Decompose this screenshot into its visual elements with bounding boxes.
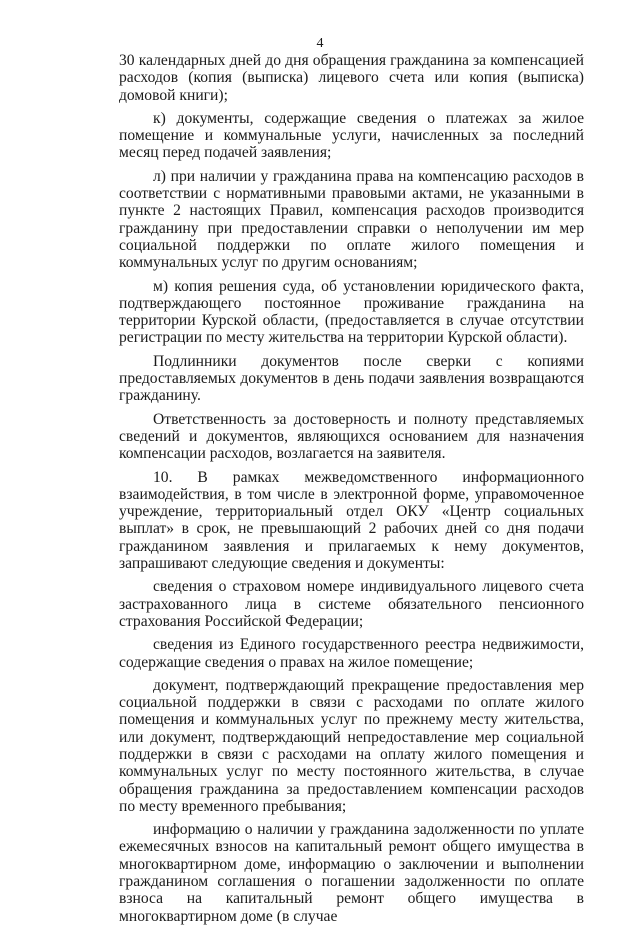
paragraph-item-l: л) при наличии у гражданина права на компенсацию расходов в соответствии с нормативными правовыми актами, не указанными в пункте 2 настоящих Правил, компенсация расходов производится гражданину при предоставлении справки о неполучении им мер социальной поддержки по оплате жилого помещения и коммунальных услуг по другим основаниям; [119, 167, 584, 272]
paragraph-item-m: м) копия решения суда, об установлении юридического факта, подтверждающего постоянное проживание гражданина на территории Курской области, (предоставляется в случае отсутствии регистрации по месту жительства на территории Курской области). [119, 277, 584, 347]
paragraph-continuation: 30 календарных дней до дня обращения гражданина за компенсацией расходов (копия (выписка) лицевого счета или копия (выписка) домовой книги); [119, 52, 584, 104]
paragraph-insurance-number: сведения о страховом номере индивидуального лицевого счета застрахованного лица в системе обязательного пенсионного страхования Российской Федерации; [119, 578, 584, 630]
paragraph-originals: Подлинники документов после сверки с копиями предоставляемых документов в день подачи заявления возвращаются гражданину. [119, 352, 584, 405]
paragraph-section-10: 10. В рамках межведомственного информационного взаимодействия, в том числе в электронной форме, управомоченное учреждение, территориальный отдел ОКУ «Центр социальных выплат» в срок, не превышающий 2 рабочих дней со дня подачи гражданином заявления и прилагаемых к нему документов, запрашивают следующие сведения и документы: [119, 468, 584, 573]
paragraph-responsibility: Ответственность за достоверность и полноту представляемых сведений и документов, являющихся основанием для назначения компенсации расходов, возлагается на заявителя. [119, 410, 584, 463]
page-number: 4 [316, 36, 324, 51]
paragraph-debt-information: информацию о наличии у гражданина задолженности по уплате ежемесячных взносов на капитальный ремонт общего имущества в многоквартирном доме, информацию о заключении и выполнении гражданином соглашения о погашении задолженности по оплате взноса на капитальный ремонт общего имущества в многоквартирном доме (в случае [119, 821, 584, 925]
paragraph-item-k: к) документы, содержащие сведения о платежах за жилое помещение и коммунальные услуги, начисленных за последний месяц перед подачей заявления; [119, 109, 584, 162]
document-body [119, 52, 584, 931]
paragraph-termination-document: документ, подтверждающий прекращение предоставления мер социальной поддержки в связи с расходами по оплате жилого помещения и коммунальных услуг по прежнему месту жительства, или документ, подтверждающий непредоставление мер социальной поддержки в связи с расходами на оплату жилого помещения и коммунальных услуг по месту постоянного жительства, в случае обращения гражданина за предоставлением компенсации расходов по месту временного пребывания; [119, 676, 584, 815]
paragraph-property-registry: сведения из Единого государственного реестра недвижимости, содержащие сведения о правах на жилое помещение; [119, 636, 584, 671]
